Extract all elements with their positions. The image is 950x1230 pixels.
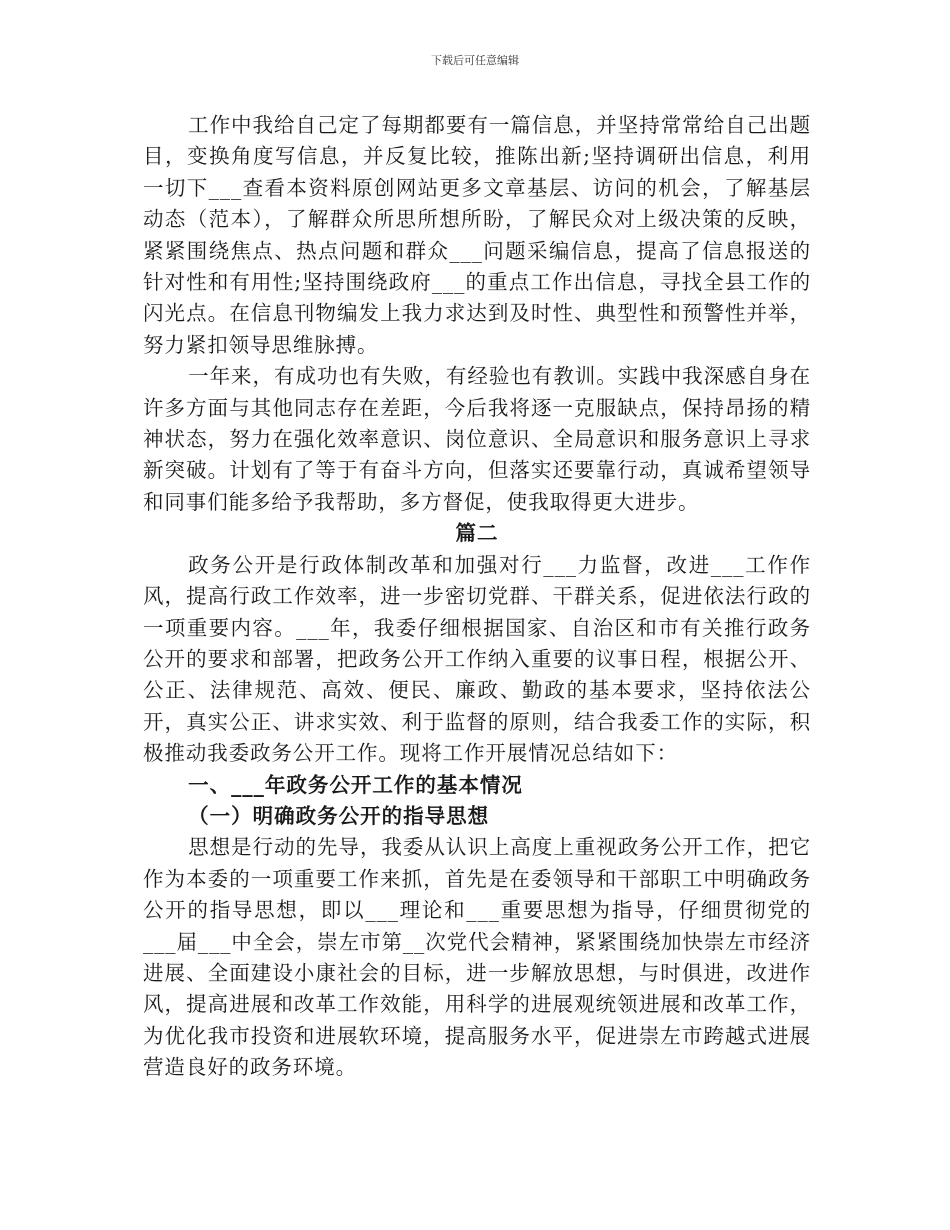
document-body [143, 110, 811, 1084]
paragraph-info-work: 工作中我给自己定了每期都要有一篇信息，并坚持常常给自己出题目，变换角度写信息，并反复比较，推陈出新;坚持调研出信息，利用一切下___查看本资料原创网站更多文章基层、访问的机会，了解基层动态（范本），了解群众所思所想所盼，了解民众对上级决策的反映，紧紧围绕焦点、热点问题和群众___问题采编信息，提高了信息报送的针对性和有用性;坚持围绕政府___的重点工作出信息，寻找全县工作的闪光点。在信息刊物编发上我力求达到及时性、典型性和预警性并举，努力紧扣领导思维脉搏。 [143, 113, 811, 357]
heading-basic-situation: 一、___年政务公开工作的基本情况 [188, 772, 523, 797]
section-title: 篇二 [455, 521, 499, 546]
paragraph-year-summary: 一年来，有成功也有失败，有经验也有教训。实践中我深感自身在许多方面与其他同志存在差距，今后我将逐一克服缺点，保持昂扬的精神状态，努力在强化效率意识、岗位意识、全局意识和服务意识上寻求新突破。计划有了等于有奋斗方向，但落实还要靠行动，真诚希望领导和同事们能多给予我帮助，多方督促，使我取得更大进步。 [143, 364, 811, 514]
paragraph-gov-affairs-intro: 政务公开是行政体制改革和加强对行___力监督，改进___工作作风，提高行政工作效率，进一步密切党群、干群关系，促进依法行政的一项重要内容。___年，我委仔细根据国家、自治区和市有关推行政务公开的要求和部署，把政务公开工作纳入重要的议事日程，根据公开、公正、法律规范、高效、便民、廉政、勤政的基本要求，坚持依法公开，真实公正、讲求实效、利于监督的原则，结合我委工作的实际，积极推动我委政务公开工作。现将工作开展情况总结如下： [143, 552, 811, 766]
paragraph-guiding-thought: 思想是行动的先导，我委从认识上高度上重视政务公开工作，把它作为本委的一项重要工作来抓，首先是在委领导和干部职工中明确政务公开的指导思想，即以___理论和___重要思想为指导，仔细贯彻党的___届___中全会，崇左市第__次党代会精神，紧紧围绕加快崇左市经济进展、全面建设小康社会的目标，进一步解放思想，与时俱进，改进作风，提高进展和改革工作效能，用科学的进展观统领进展和改革工作，为优化我市投资和进展软环境，提高服务水平，促进崇左市跨越式进展营造良好的政务环境。 [143, 835, 811, 1080]
heading-guiding-thought: （一）明确政务公开的指导思想 [188, 803, 490, 828]
page-header: 下载后可任意编辑 [431, 54, 519, 67]
